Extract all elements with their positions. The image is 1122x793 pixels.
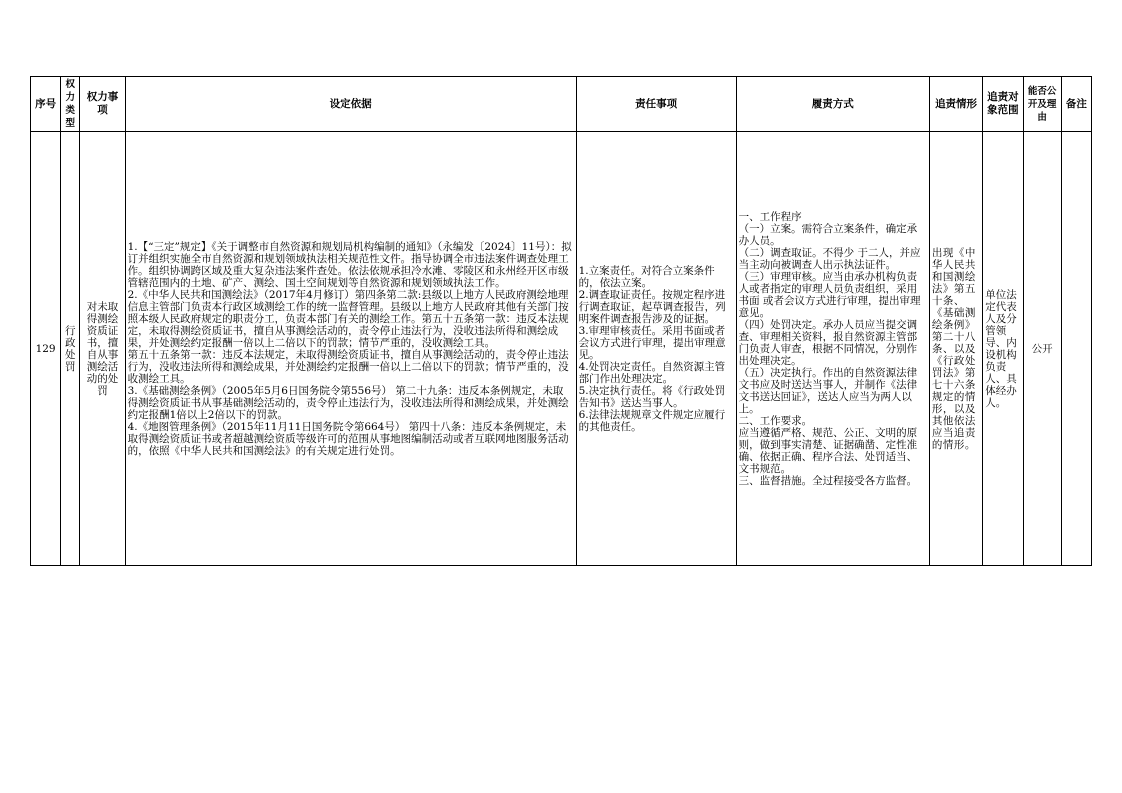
cell-public: 公开 — [1023, 132, 1061, 566]
cell-seq: 129 — [31, 132, 61, 566]
cell-power-type: 行政处罚 — [61, 132, 80, 566]
header-basis: 设定依据 — [125, 77, 576, 132]
basis-paragraph: 2.《中华人民共和国测绘法》（2017年4月修订）第四条第二款:县级以上地方人民政府测绘地理信息主管部门负责本行政区域测绘工作的统一监督管理。县级以上地方人民政府其他有关部门按照本级人民政府规定的职责分工，负责本部门有关的测绘工作。第五十五条第一款：违反本法规定，未取得测绘资质证书，擅自从事测绘活动的，责令停止违法行为，没收违法所得和测绘成果，并处测绘约定报酬一倍以上二倍以下的罚款；情节严重的，没收测绘工具。 — [127, 288, 569, 349]
basis-paragraph: 第五十五条第一款：违反本法规定，未取得测绘资质证书，擅自从事测绘活动的，责令停止违法行为，没收违法所得和测绘成果，并处测绘约定报酬一倍以上二倍以下的罚款；情节严重的，没收测绘工具。 — [127, 348, 569, 385]
cell-pursue-scope: 单位法定代表人及分管领导、内设机构负责人、具体经办人。 — [983, 132, 1023, 566]
cell-method — [736, 132, 929, 566]
method-line: 应当遵循严格、规范、公正、文明的原则，做到事实清楚、证据确凿、定性准确、依据正确、程序合法、处罚适当、文书规范。 — [738, 426, 918, 475]
header-pursue-scope: 追责对象范围 — [983, 77, 1023, 132]
header-power-item: 权力事项 — [80, 77, 125, 132]
cell-remark — [1061, 132, 1091, 566]
responsibility-item: 3.审理审核责任。采用书面或者会议方式进行审理，提出审理意见。 — [578, 324, 726, 361]
responsibility-item: 1.立案责任。对符合立案条件的，依法立案。 — [578, 264, 715, 289]
cell-power-item: 对未取得测绘资质证书，擅自从事测绘活动的处罚 — [80, 132, 125, 566]
method-line: （五）决定执行。作出的自然资源法律文书应及时送达当事人，并制作《法律文书送达回证》，送达人应当为两人以上。 — [738, 366, 918, 415]
basis-paragraph: 1.【“三定”规定】《关于调整市自然资源和规划局机构编制的通知》（永编发〔2024〕11号）：拟订并组织实施全市自然资源和规划领域执法相关规范性文件。指导协调全市违法案件调查处理工作。组织协调跨区域及重大复杂违法案件查处。依法依规承担冷水滩、零陵区和永州经开区市级管辖范围内的土地、矿产、测绘、国土空间规划等自然资源和规划领域执法工作。 — [127, 240, 572, 289]
responsibility-item: 6.法律法规规章文件规定应履行的其他责任。 — [578, 408, 726, 433]
header-pursue: 追责情形 — [929, 77, 982, 132]
method-line: （一）立案。需符合立案条件，确定承办人员。 — [738, 222, 918, 247]
header-public: 能否公开及理由 — [1023, 77, 1061, 132]
basis-paragraph: 4.《地图管理条例》（2015年11月11日国务院令第664号） 第四十八条：违反本条例规定，未取得测绘资质证书或者超越测绘资质等级许可的范围从事地图编制活动或者互联网地图服务活动的，依照《中华人民共和国测绘法》的有关规定进行处罚。 — [127, 420, 569, 457]
responsibility-item: 2.调查取证责任。按规定程序进行调查取证，起草调查报告，列明案件调查报告涉及的证据。 — [578, 288, 726, 325]
method-line: 一、工作程序 — [738, 210, 802, 223]
cell-pursue: 出现《中华人民共和国测绘法》第五十条、《基础测绘条例》第二十八条、以及《行政处罚法》第七十六条规定的情形，以及其他依法应当追责的情形。 — [929, 132, 982, 566]
responsibility-item: 4.处罚决定责任。自然资源主管部门作出处理决定。 — [578, 360, 726, 385]
method-line: （四）处罚决定。承办人员应当提交调查、审理相关资料，报自然资源主管部门负责人审查，根据不同情况，分别作出处理决定。 — [738, 318, 918, 367]
header-seq: 序号 — [31, 77, 61, 132]
table-row — [31, 132, 1092, 566]
header-power-type: 权力类型 — [61, 77, 80, 132]
method-line: 三、监督措施。全过程接受各方监督。 — [738, 474, 918, 487]
table-header-row — [31, 77, 1092, 132]
responsibility-item: 5.决定执行责任。将《行政处罚告知书》送达当事人。 — [578, 384, 726, 409]
header-method: 履责方式 — [736, 77, 929, 132]
header-remark: 备注 — [1061, 77, 1091, 132]
cell-basis — [125, 132, 576, 566]
power-list-table — [30, 76, 1092, 566]
method-line: 二、工作要求。 — [738, 414, 813, 427]
cell-responsibility — [576, 132, 736, 566]
header-responsibility: 责任事项 — [576, 77, 736, 132]
method-line: （三）审理审核。应当由承办机构负责人或者指定的审理人员负责组织，采用书面 或者会议方式进行审理，提出审理意见。 — [738, 270, 921, 319]
method-line: （二）调查取证。不得少 于二人，并应当主动向被调查人出示执法证件。 — [738, 246, 921, 271]
basis-paragraph: 3.《基础测绘条例》（2005年5月6日国务院令第556号） 第二十九条：违反本条例规定，未取得测绘资质证书从事基础测绘活动的，责令停止违法行为，没收违法所得和测绘成果，并处测绘约定报酬1倍以上2倍以下的罚款。 — [127, 384, 569, 421]
